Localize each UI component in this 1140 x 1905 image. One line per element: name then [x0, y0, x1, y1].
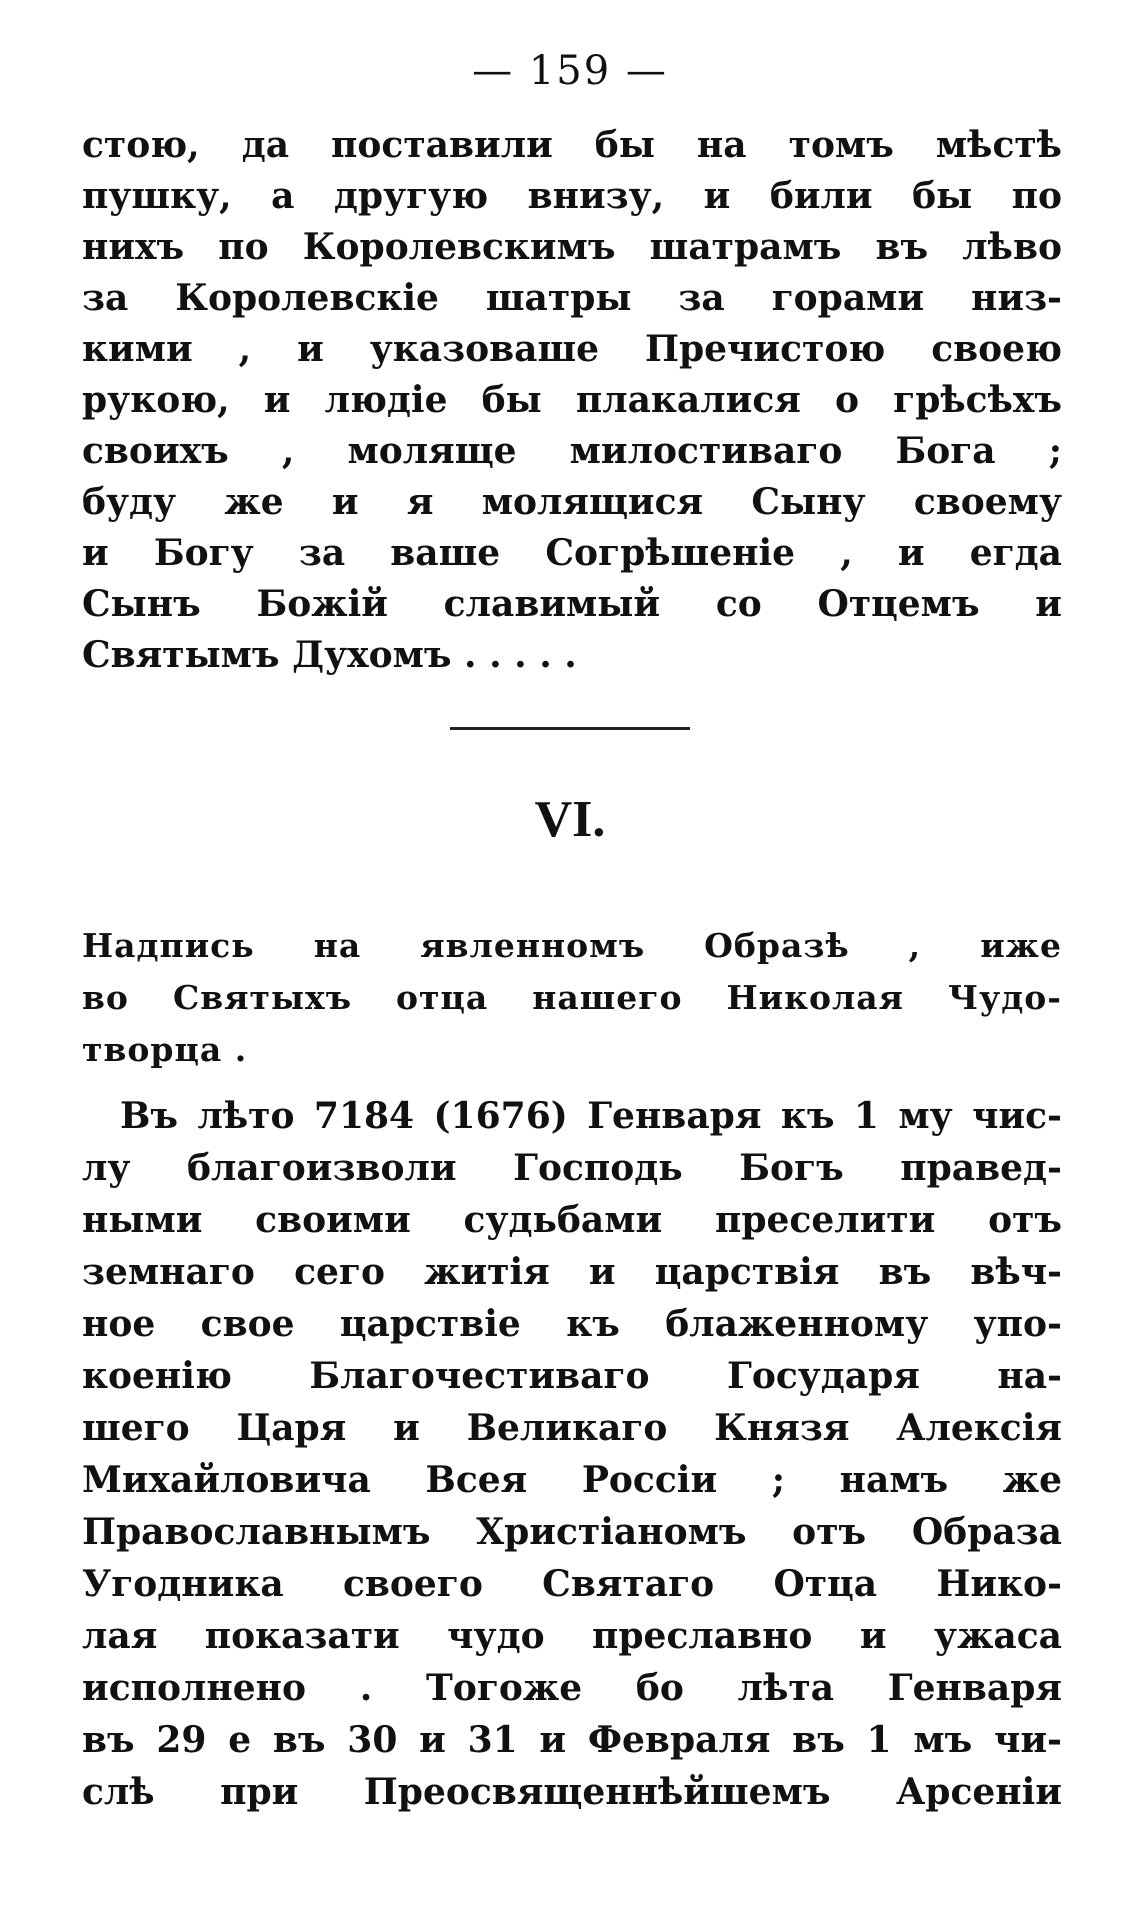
heading-line: творца . [82, 1030, 248, 1069]
text-line: кими , и указоваше Пречистою своею [82, 328, 1062, 370]
text-line: Въ лѣто 7184 (1676) Генваря къ 1 му чис- [120, 1095, 1062, 1137]
text-line: нихъ по Королевскимъ шатрамъ въ лѣво [82, 226, 1062, 268]
text-line: ными своими судьбами преселити отъ [82, 1199, 1062, 1241]
continued-text [82, 120, 1062, 681]
text-line: лу благоизволи Господь Богъ правед- [82, 1147, 1062, 1189]
text-line: своихъ , моляще милостиваго Бога ; [82, 430, 1062, 472]
text-line: въ 29 е въ 30 и 31 и Февраля въ 1 мъ чи- [82, 1719, 1062, 1761]
page-number: — 159 — [472, 48, 668, 94]
text-line: лая показати чудо преславно и ужаса [82, 1615, 1062, 1657]
section-number: VI. [534, 791, 606, 848]
text-line: коенію Благочестиваго Государя на- [82, 1355, 1062, 1397]
text-line: буду же и я молящися Сыну своему [82, 481, 1062, 523]
text-line: и Богу за ваше Согрѣшеніе , и егда [82, 532, 1062, 574]
heading-line: Надпись на явленномъ Образѣ , иже [82, 926, 1062, 965]
text-line: Святымъ Духомъ . . . . . [82, 634, 577, 676]
text-line: шего Царя и Великаго Князя Алексія [82, 1407, 1062, 1449]
text-line: Православнымъ Христіаномъ отъ Образа [82, 1511, 1062, 1553]
text-line: Угодника своего Святаго Отца Нико- [82, 1563, 1062, 1605]
text-line: Сынъ Божій славимый со Отцемъ и [82, 583, 1062, 625]
text-line: Михайловича Всея Россіи ; намъ же [82, 1459, 1062, 1501]
text-line: земнаго сего житія и царствія въ вѣч- [82, 1251, 1062, 1293]
text-line: стою, да поставили бы на томъ мѣстѣ [82, 124, 1062, 166]
text-line: за Королевскіе шатры за горами низ- [82, 277, 1062, 319]
section-heading [82, 920, 1062, 1076]
section-divider [450, 727, 690, 730]
text-line: пушку, а другую внизу, и били бы по [82, 175, 1062, 217]
text-line: слѣ при Преосвященнѣйшемъ Арсеніи [82, 1771, 1062, 1813]
text-line: исполнено . Тогоже бо лѣта Генваря [82, 1667, 1062, 1709]
section-body-text [82, 1090, 1062, 1818]
text-line: ное свое царствіе къ блаженному упо- [82, 1303, 1062, 1345]
text-line: рукою, и людіе бы плакалися о грѣсѣхъ [82, 379, 1062, 421]
heading-line: во Святыхъ отца нашего Николая Чудо- [82, 978, 1062, 1017]
